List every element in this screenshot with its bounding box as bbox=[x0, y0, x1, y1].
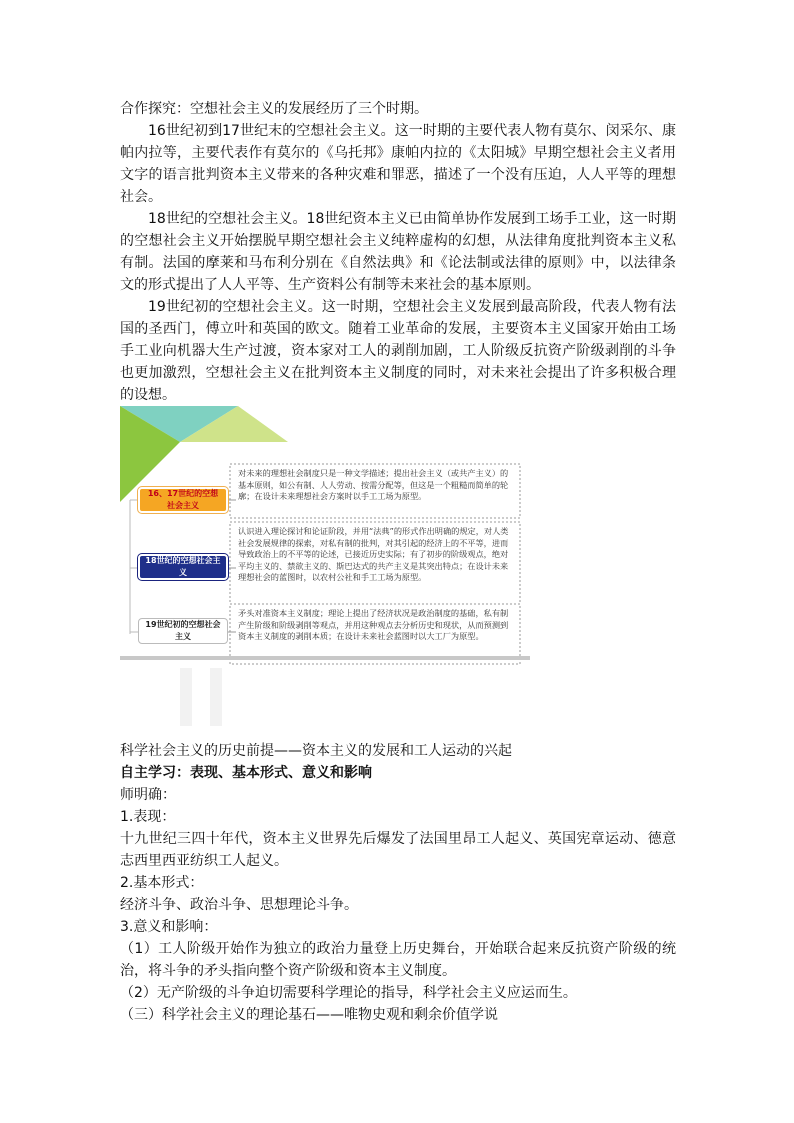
stage-label-early-19-century: 19世纪初的空想社会主义 bbox=[138, 618, 228, 644]
stage-desc-18-century: 认识进入理论探讨和论证阶段，并用“法典”的形式作出明确的规定，对人类社会发展规律的探索，对私有制的批判，对其引起的经济上的不平等，进而导致政治上的不平等的论述，已接近历史实际；有了初步的阶级观点，绝对平均主义的、禁欲主义的、斯巴达式的共产主义是其突出特点；在设计未来理想社会的蓝图时，以农村公社和手工工场为原型。 bbox=[238, 526, 509, 582]
item-text-performance: 十九世纪三四十年代，资本主义世界先后爆发了法国里昂工人起义、英国宪章运动、德意志西里西亚纺织工人起义。 bbox=[120, 831, 676, 869]
section-heading: 科学社会主义的历史前提——资本主义的发展和工人运动的兴起 bbox=[120, 743, 512, 759]
significance-point-2: （2）无产阶级的斗争迫切需要科学理论的指导，科学社会主义应运而生。 bbox=[120, 985, 577, 1001]
stage-desc-early-19-century: 矛头对准资本主义制度；理论上提出了经济状况是政治制度的基础，私有制产生阶级和阶级剥削等观点，并用这种观点去分析历史和现状，从而预测到资本主义制度的剥削本质；在设计未来社会蓝图时以大工厂为原型。 bbox=[238, 608, 509, 641]
theory-cornerstone-heading: （三）科学社会主义的理论基石——唯物史观和剩余价值学说 bbox=[120, 1007, 498, 1023]
utopian-socialism-figure bbox=[120, 406, 530, 726]
stage-label-18-century: 18世纪的空想社会主义 bbox=[138, 554, 228, 580]
section-cooperative-inquiry bbox=[120, 98, 676, 428]
paragraph-16th-century: 16世纪初到17世纪末的空想社会主义。这一时期的主要代表人物有莫尔、闵采尔、康帕内拉等，主要代表作有莫尔的《乌托邦》康帕内拉的《太阳城》早期空想社会主义者用文字的语言批判资本主义带来的各种灾难和罪恶，描述了一个没有压迫，人人平等的理想社会。 bbox=[120, 123, 676, 205]
paragraph-19th-century: 19世纪初的空想社会主义。这一时期，空想社会主义发展到最高阶段，代表人物有法国的圣西门，傅立叶和英国的欧文。随着工业革命的发展，主要资本主义国家开始由工场手工业向机器大生产过渡，资本家对工人的剥削加剧，工人阶级反抗资产阶级剥削的斗争也更加激烈，空想社会主义在批判资本主义制度的同时，对未来社会提出了许多积极合理的设想。 bbox=[120, 299, 676, 403]
item-heading-performance: 1.表现： bbox=[120, 809, 176, 825]
intro-line: 合作探究：空想社会主义的发展经历了三个时期。 bbox=[120, 101, 428, 117]
self-study-heading: 自主学习：表现、基本形式、意义和影响 bbox=[120, 765, 372, 781]
item-text-forms: 经济斗争、政治斗争、思想理论斗争。 bbox=[120, 897, 358, 913]
stage-desc-16-17-century: 对未来的理想社会制度只是一种文学描述；提出社会主义（或共产主义）的基本原则，如公有制、人人劳动、按需分配等，但这是一个粗糙而简单的轮廓；在设计未来理想社会方案时以手工工场为原型。 bbox=[238, 468, 509, 501]
significance-point-1: （1）工人阶级开始作为独立的政治力量登上历史舞台，开始联合起来反抗资产阶级的统治，将斗争的矛头指向整个资产阶级和资本主义制度。 bbox=[120, 941, 676, 979]
stage-label-16-17-century: 16、17世纪的空想社会主义 bbox=[138, 487, 228, 513]
item-heading-significance: 3.意义和影响： bbox=[120, 919, 218, 935]
item-heading-forms: 2.基本形式： bbox=[120, 875, 204, 891]
section-historical-premise bbox=[120, 740, 676, 1026]
teacher-clarifies: 师明确： bbox=[120, 787, 176, 803]
paragraph-18th-century: 18世纪的空想社会主义。18世纪资本主义已由简单协作发展到工场手工业，这一时期的空想社会主义开始摆脱早期空想社会主义纯粹虚构的幻想，从法律角度批判资本主义私有制。法国的摩莱和马布利分别在《自然法典》和《论法制或法律的原则》中，以法律条文的形式提出了人人平等、生产资料公有制等未来社会的基本原则。 bbox=[120, 211, 676, 293]
